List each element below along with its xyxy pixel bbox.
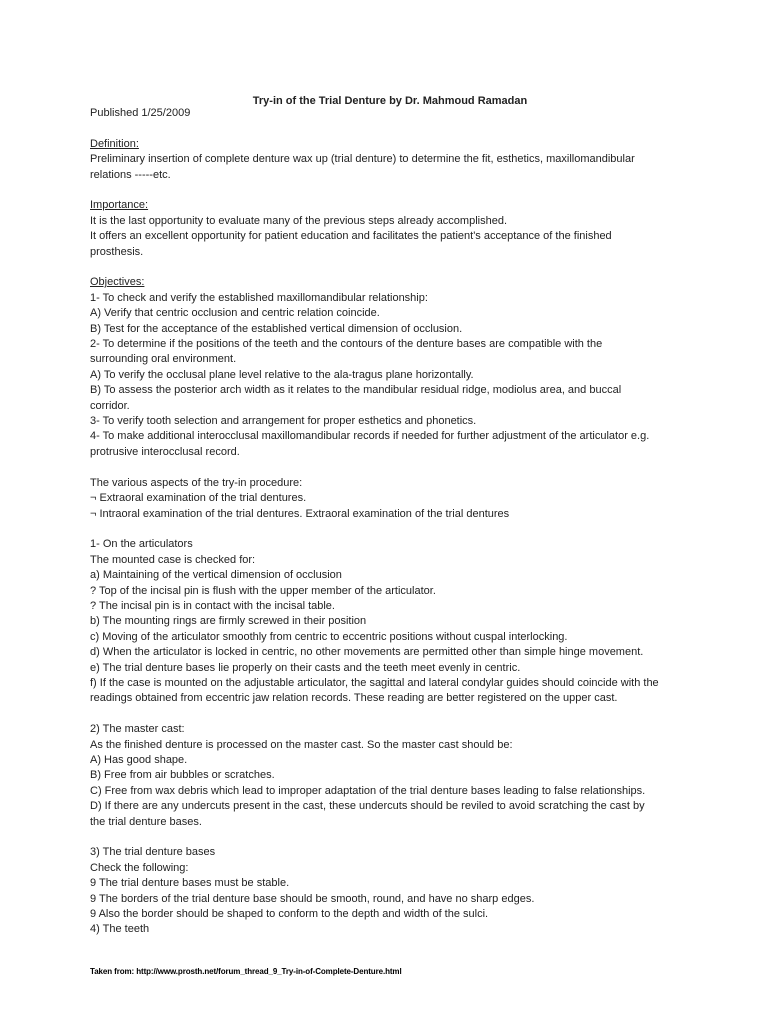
paragraph-line: Preliminary insertion of complete denture wax up (trial denture) to determine the fit, esthetics, maxillomandibular	[90, 153, 635, 166]
paragraph-line: A) To verify the occlusal plane level relative to the ala-tragus plane horizontally.	[90, 368, 474, 381]
source-footer: Taken from: http://www.prosth.net/forum_thread_9_Try-in-of-Complete-Denture.html	[90, 967, 402, 976]
paragraph-line: d) When the articulator is locked in centric, no other movements are permitted other than simple hinge movement.	[90, 646, 644, 659]
document-body	[90, 106, 690, 938]
spacer	[90, 707, 690, 722]
paragraph-line: 1- On the articulators	[90, 538, 193, 551]
paragraph-line: The mounted case is checked for:	[90, 553, 256, 566]
paragraph-line: corridor.	[90, 399, 130, 412]
paragraph-line: B) Free from air bubbles or scratches.	[90, 769, 275, 782]
spacer	[90, 183, 690, 198]
paragraph-line: the trial denture bases.	[90, 815, 202, 828]
paragraph-line: 3) The trial denture bases	[90, 846, 216, 859]
paragraph-line: readings obtained from eccentric jaw relation records. These reading are better registered on the upper cast.	[90, 692, 618, 705]
paragraph-line: 4) The teeth	[90, 923, 150, 936]
paragraph-line: ¬ Intraoral examination of the trial dentures. Extraoral examination of the trial dentures	[90, 507, 510, 520]
paragraph-line: prosthesis.	[90, 245, 144, 258]
paragraph-line: 2- To determine if the positions of the teeth and the contours of the denture bases are compatible with the	[90, 338, 603, 351]
definition-heading: Definition:	[90, 137, 139, 150]
paragraph-line: D) If there are any undercuts present in the cast, these undercuts should be reviled to avoid scratching the cast by	[90, 800, 645, 813]
paragraph-line: B) Test for the acceptance of the established vertical dimension of occlusion.	[90, 322, 463, 335]
objectives-heading: Objectives:	[90, 276, 145, 289]
paragraph-line: ¬ Extraoral examination of the trial dentures.	[90, 492, 307, 505]
paragraph-line: 9 Also the border should be shaped to conform to the depth and width of the sulci.	[90, 908, 489, 921]
paragraph-line: f) If the case is mounted on the adjustable articulator, the sagittal and lateral condylar guides should coincide with the	[90, 676, 659, 689]
paragraph-line: 3- To verify tooth selection and arrangement for proper esthetics and phonetics.	[90, 415, 477, 428]
paragraph-line: surrounding oral environment.	[90, 353, 237, 366]
published-date: Published 1/25/2009	[90, 107, 191, 119]
spacer	[90, 522, 690, 537]
paragraph-line: A) Verify that centric occlusion and centric relation coincide.	[90, 307, 380, 320]
paragraph-line: It offers an excellent opportunity for patient education and facilitates the patient's acceptance of the finished	[90, 230, 612, 243]
spacer	[90, 460, 690, 475]
document-title: Try-in of the Trial Denture by Dr. Mahmoud Ramadan	[252, 95, 528, 107]
paragraph-line: 9 The borders of the trial denture base should be smooth, round, and have no sharp edges.	[90, 892, 535, 905]
paragraph-line: B) To assess the posterior arch width as it relates to the mandibular residual ridge, modiolus area, and buccal	[90, 384, 622, 397]
paragraph-line: b) The mounting rings are firmly screwed in their position	[90, 615, 367, 628]
paragraph-line: C) Free from wax debris which lead to improper adaptation of the trial denture bases leading to false relationships.	[90, 784, 646, 797]
paragraph-line: e) The trial denture bases lie properly on their casts and the teeth meet evenly in centric.	[90, 661, 521, 674]
spacer	[90, 260, 690, 275]
spacer	[90, 121, 690, 136]
paragraph-line: 1- To check and verify the established maxillomandibular relationship:	[90, 291, 428, 304]
paragraph-line: A) Has good shape.	[90, 753, 188, 766]
paragraph-line: Check the following:	[90, 861, 189, 874]
paragraph-line: It is the last opportunity to evaluate many of the previous steps already accomplished.	[90, 214, 508, 227]
paragraph-line: protrusive interocclusal record.	[90, 445, 240, 458]
spacer	[90, 830, 690, 845]
paragraph-line: 9 The trial denture bases must be stable.	[90, 877, 290, 890]
importance-heading: Importance:	[90, 199, 149, 212]
paragraph-line: c) Moving of the articulator smoothly from centric to eccentric positions without cuspal interlocking.	[90, 630, 568, 643]
paragraph-line: 2) The master cast:	[90, 723, 185, 736]
paragraph-line: As the finished denture is processed on the master cast. So the master cast should be:	[90, 738, 513, 751]
paragraph-line: ? Top of the incisal pin is flush with the upper member of the articulator.	[90, 584, 436, 597]
paragraph-line: 4- To make additional interocclusal maxillomandibular records if needed for further adjustment of the articulator e.g.	[90, 430, 650, 443]
paragraph-line: ? The incisal pin is in contact with the incisal table.	[90, 599, 335, 612]
paragraph-line: a) Maintaining of the vertical dimension of occlusion	[90, 569, 342, 582]
paragraph-line: relations -----etc.	[90, 168, 171, 181]
paragraph-line: The various aspects of the try-in procedure:	[90, 476, 303, 489]
